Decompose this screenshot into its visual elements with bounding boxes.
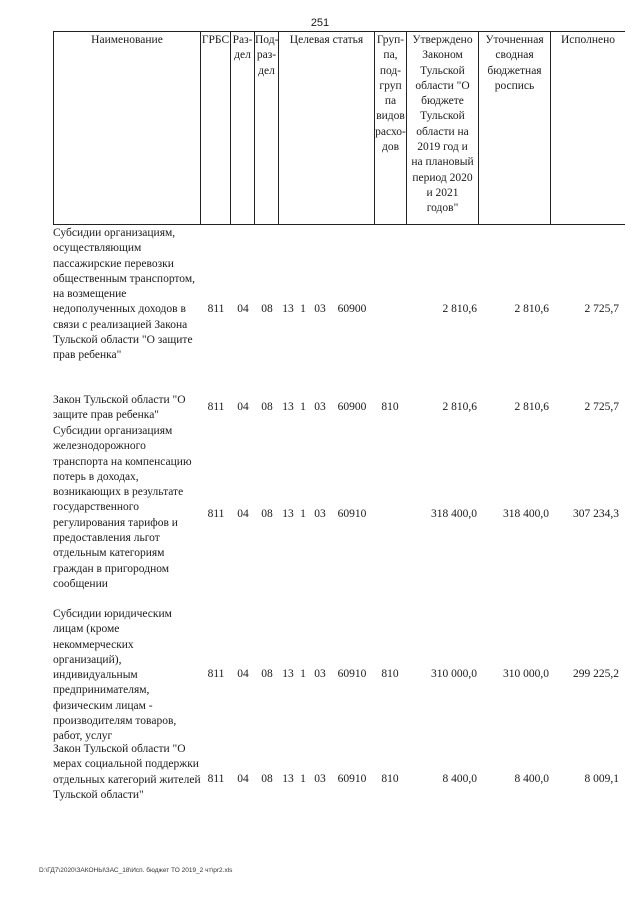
header-grbs-label: ГРБС: [201, 34, 230, 46]
row-target-a: 13: [282, 303, 294, 315]
header-approved-label: Утверждено Законом Тульской области "О бюджете Тульской области на 2019 год и на плановый период 2020 и 2021 годов": [411, 34, 474, 215]
row-grbs: 811: [207, 668, 225, 680]
row-executed: 2 725,7: [584, 303, 619, 315]
row-podrazdel: 08: [261, 401, 273, 413]
header-razdel-label: Раз- дел: [232, 34, 253, 62]
row-target-a: 13: [282, 508, 294, 520]
row-podrazdel: 08: [261, 668, 273, 680]
row-razdel: 04: [237, 773, 249, 785]
row-group: 810: [381, 401, 399, 413]
row-podrazdel: 08: [261, 773, 273, 785]
row-podrazdel: 08: [261, 508, 273, 520]
row-approved: 318 400,0: [431, 508, 477, 520]
row-target-d: 60910: [337, 508, 367, 520]
header-group: [375, 32, 407, 224]
row-target-b: 1: [300, 303, 306, 315]
header-target: [279, 32, 375, 224]
row-target-b: 1: [300, 401, 306, 413]
header-podrazdel: [255, 32, 279, 224]
row-target-d: 60910: [337, 773, 367, 785]
header-name-label: Наименование: [91, 34, 163, 46]
row-razdel: 04: [237, 508, 249, 520]
row-target-d: 60900: [337, 303, 367, 315]
row-razdel: 04: [237, 668, 249, 680]
table-header: [53, 31, 625, 225]
row-grbs: 811: [207, 773, 225, 785]
row-executed: 307 234,3: [573, 508, 619, 520]
row-target-c: 03: [314, 508, 326, 520]
row-approved: 2 810,6: [442, 401, 477, 413]
header-razdel: [231, 32, 255, 224]
row-target-d: 60900: [337, 401, 367, 413]
header-refined-label: Уточненная сводная бюджетная роспись: [485, 34, 544, 92]
row-group: 810: [381, 773, 399, 785]
row-approved: 8 400,0: [442, 773, 477, 785]
row-executed: 2 725,7: [584, 401, 619, 413]
row-target-a: 13: [282, 668, 294, 680]
row-grbs: 811: [207, 508, 225, 520]
row-name: Закон Тульской области "О защите прав ребенка": [53, 394, 186, 422]
row-target-b: 1: [300, 508, 306, 520]
file-path-footer: D:\ГД7\2020\ЗАКОНЫ\ЗАС_18\Исп. бюджет ТО 2019_2 чт\pr2.xls: [39, 867, 233, 874]
row-refined: 318 400,0: [503, 508, 549, 520]
row-refined: 2 810,6: [514, 303, 549, 315]
row-approved: 2 810,6: [442, 303, 477, 315]
header-podrazdel-label: Под- раз- дел: [255, 34, 279, 77]
row-target-b: 1: [300, 773, 306, 785]
row-name: Субсидии организациям железнодорожного транспорта на компенсацию потерь в доходах, возникающих в результате государственного регулирования тарифов и предоставления льгот отдельным категориям граждан в пригородном сообщении: [53, 425, 192, 590]
header-executed-label: Исполнено: [560, 34, 616, 46]
row-podrazdel: 08: [261, 303, 273, 315]
row-target-b: 1: [300, 668, 306, 680]
row-group: 810: [381, 668, 399, 680]
row-refined: 310 000,0: [503, 668, 549, 680]
header-group-label: Груп- па, под- груп па видов расхо- дов: [375, 34, 406, 154]
header-approved: [407, 32, 479, 224]
row-name: Закон Тульской области "О мерах социальной поддержки отдельных категорий жителей Тульской области": [53, 743, 201, 801]
row-target-c: 03: [314, 401, 326, 413]
header-grbs: [201, 32, 231, 224]
row-name: Субсидии юридическим лицам (кроме некоммерческих организаций), индивидуальным предпринимателям, физическим лицам - производителям товаров, работ, услуг: [53, 608, 177, 743]
row-executed: 299 225,2: [573, 668, 619, 680]
page-number: 251: [310, 17, 330, 29]
row-approved: 310 000,0: [431, 668, 477, 680]
row-razdel: 04: [237, 303, 249, 315]
row-razdel: 04: [237, 401, 249, 413]
header-target-label: Целевая статья: [289, 34, 364, 46]
row-refined: 2 810,6: [514, 401, 549, 413]
row-target-d: 60910: [337, 668, 367, 680]
row-grbs: 811: [207, 303, 225, 315]
row-target-c: 03: [314, 668, 326, 680]
header-executed: [551, 32, 625, 224]
header-refined: [479, 32, 551, 224]
row-refined: 8 400,0: [514, 773, 549, 785]
row-target-c: 03: [314, 773, 326, 785]
row-executed: 8 009,1: [584, 773, 619, 785]
row-target-c: 03: [314, 303, 326, 315]
row-grbs: 811: [207, 401, 225, 413]
row-target-a: 13: [282, 773, 294, 785]
row-name: Субсидии организациям, осуществляющим пассажирские перевозки общественным транспортом, на возмещение недополученных доходов в связи с реализацией Закона Тульской области "О защите прав ребенка": [53, 227, 195, 362]
header-name: [53, 32, 201, 224]
row-target-a: 13: [282, 401, 294, 413]
